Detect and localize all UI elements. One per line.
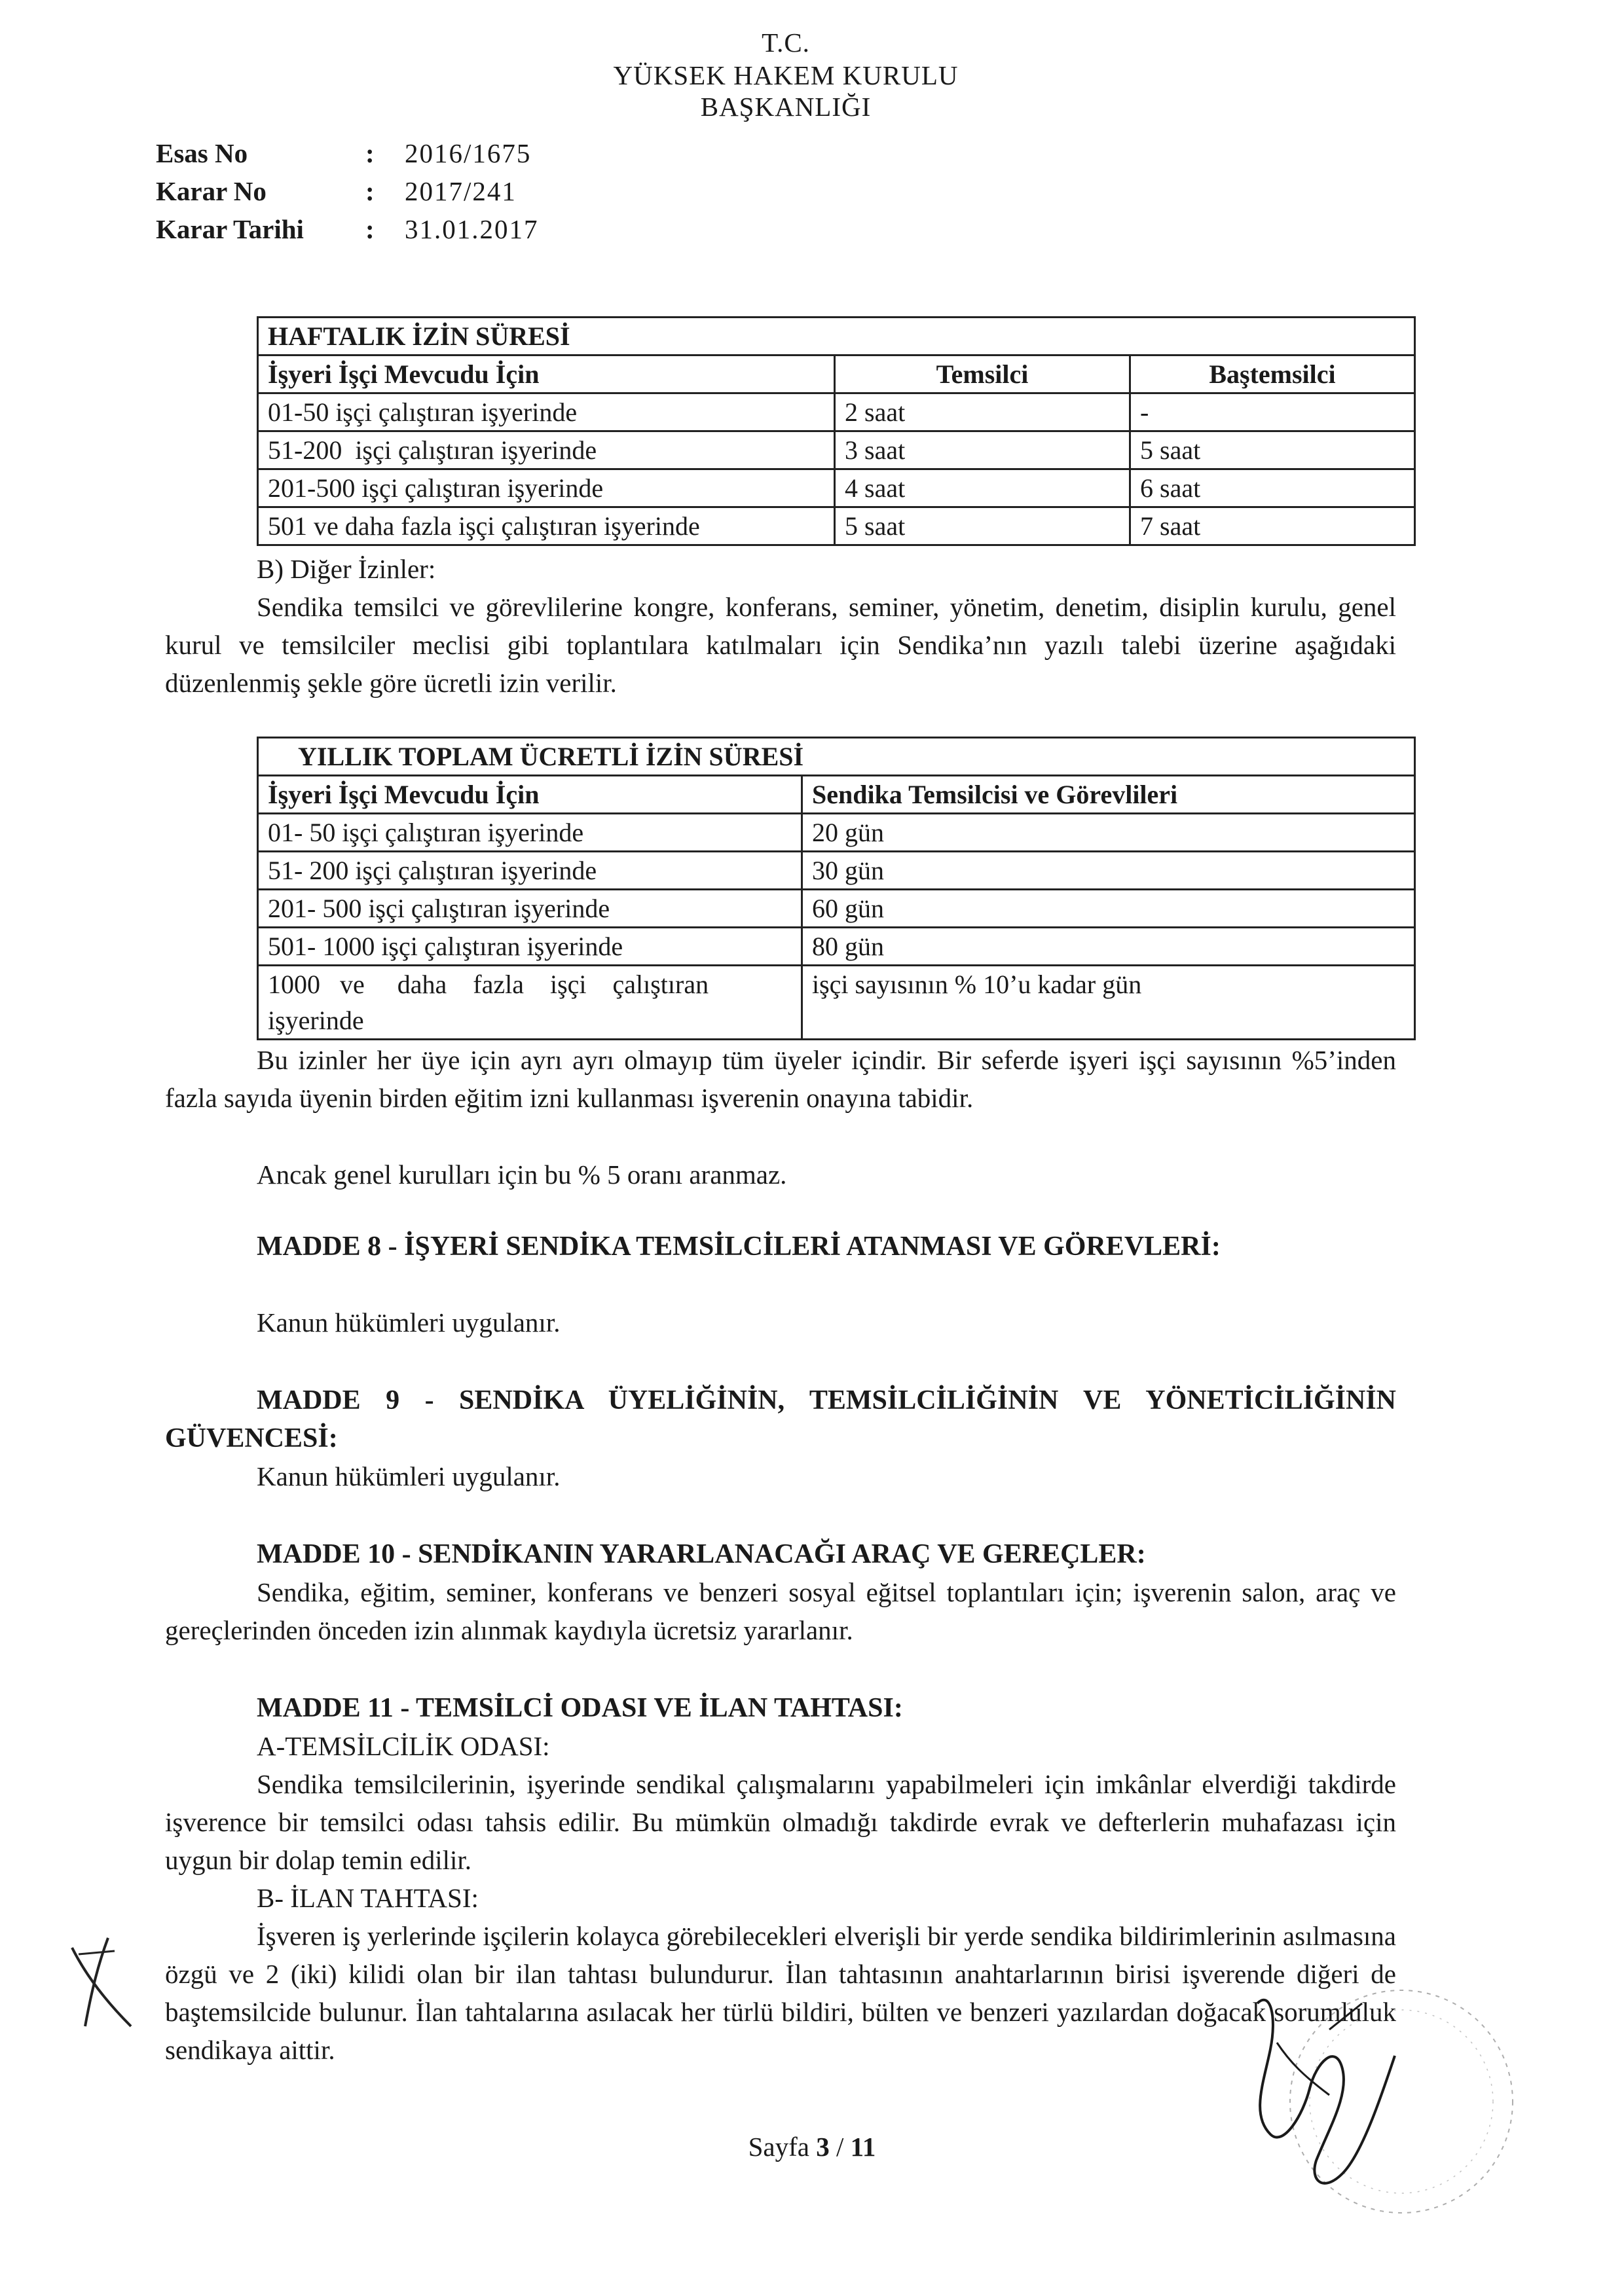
- page-number: Sayfa 3 / 11: [748, 2132, 876, 2162]
- weekly-leave-table: [257, 316, 1416, 546]
- table-row: 51-200 işçi çalıştıran işyerinde 3 saat 5 saat: [258, 431, 1415, 469]
- header-presidency: BAŞKANLIĞI: [700, 92, 872, 122]
- total-pages: 11: [850, 2132, 876, 2162]
- table-title: YILLIK TOPLAM ÜCRETLİ İZİN SÜRESİ: [258, 738, 1415, 776]
- meta-value: 2016/1675: [405, 138, 532, 168]
- table-row: 1000 ve daha fazla işçi çalıştıran işyerinde işçi sayısının % 10’u kadar gün: [258, 966, 1415, 1040]
- meta-value: 2017/241: [405, 176, 517, 206]
- table-header: Baştemsilci: [1130, 355, 1415, 393]
- madde-11-a-heading: A-TEMSİLCİLİK ODASI:: [257, 1731, 550, 1761]
- paragraph-general-assembly: Ancak genel kurulları için bu % 5 oranı aranmaz.: [257, 1159, 787, 1190]
- meta-value: 31.01.2017: [405, 214, 539, 244]
- table-header: Temsilci: [835, 355, 1130, 393]
- header-tc: T.C.: [762, 27, 810, 58]
- table-header: Sendika Temsilcisi ve Görevlileri: [802, 776, 1415, 814]
- table-row: 201- 500 işçi çalıştıran işyerinde 60 gün: [258, 890, 1415, 928]
- table-row: 01- 50 işçi çalıştıran işyerinde 20 gün: [258, 814, 1415, 852]
- section-b-heading: B) Diğer İzinler:: [257, 554, 436, 584]
- madde-11-b-heading: B- İLAN TAHTASI:: [257, 1883, 479, 1913]
- meta-label: Karar No: [156, 176, 267, 206]
- madde-10-title: MADDE 10 - SENDİKANIN YARARLANACAĞI ARAÇ VE GEREÇLER:: [257, 1539, 1146, 1569]
- meta-label: Esas No: [156, 138, 248, 168]
- table-row: 501 ve daha fazla işçi çalıştıran işyerinde 5 saat 7 saat: [258, 507, 1415, 545]
- table-header: İşyeri İşçi Mevcudu İçin: [258, 776, 802, 814]
- madde-8-text: Kanun hükümleri uygulanır.: [257, 1307, 561, 1338]
- signature-stamp: [1231, 1964, 1532, 2278]
- paragraph-leave-notes: Bu izinler her üye için ayrı ayrı olmayıp tüm üyeler içindir. Bir seferde işyeri işçi sayısının %5’inden fazla sayıda üyenin birden eğitim izni kullanması işverenin onayına tabidir.: [165, 1045, 1396, 1113]
- meta-karar-tarihi: Karar Tarihi : 31.01.2017: [156, 210, 539, 248]
- current-page: 3: [816, 2132, 830, 2162]
- madde-9-text: Kanun hükümleri uygulanır.: [257, 1461, 561, 1491]
- annual-paid-leave-table: [257, 737, 1416, 1040]
- table-row: 01-50 işçi çalıştıran işyerinde 2 saat -: [258, 393, 1415, 431]
- meta-esas-no: Esas No : 2016/1675: [156, 134, 531, 172]
- handwritten-check-mark: [59, 1928, 144, 2039]
- table-row: 201-500 işçi çalıştıran işyerinde 4 saat 6 saat: [258, 469, 1415, 507]
- madde-11-b-text: İşveren iş yerlerinde işçilerin kolayca görebilecekleri elverişli bir yerde sendika bildirimlerinin asılmasına özgü ve 2 (iki) kilidi olan bir ilan tahtası bulundurur. İlan tahtasının anahtarlarının birisi işverende diğeri de baştemsilcide bulunur. İlan tahtalarına asılacak her türlü bildiri, bülten ve benzeri yazılardan doğacak sorumluluk sendikaya aittir.: [165, 1921, 1396, 2065]
- madde-11-title: MADDE 11 - TEMSİLCİ ODASI VE İLAN TAHTASI:: [257, 1693, 903, 1723]
- table-row: 51- 200 işçi çalıştıran işyerinde 30 gün: [258, 852, 1415, 890]
- madde-9-title: MADDE 9 - SENDİKA ÜYELİĞİNİN, TEMSİLCİLİĞİNİN VE YÖNETİCİLİĞİNİN GÜVENCESİ:: [165, 1385, 1396, 1453]
- meta-karar-no: Karar No : 2017/241: [156, 172, 517, 210]
- table-title: HAFTALIK İZİN SÜRESİ: [258, 318, 1415, 355]
- madde-8-title: MADDE 8 - İŞYERİ SENDİKA TEMSİLCİLERİ ATANMASI VE GÖREVLERİ:: [257, 1231, 1221, 1262]
- table-header: İşyeri İşçi Mevcudu İçin: [258, 355, 835, 393]
- header-institution: YÜKSEK HAKEM KURULU: [613, 60, 959, 90]
- madde-11-a-text: Sendika temsilcilerinin, işyerinde sendikal çalışmalarını yapabilmeleri için imkânlar elverdiği takdirde işverence bir temsilci odası tahsis edilir. Bu mümkün olmadığı takdirde evrak ve defterlerin muhafazası için uygun bir dolap temin edilir.: [165, 1769, 1396, 1875]
- table-row: 501- 1000 işçi çalıştıran işyerinde 80 gün: [258, 928, 1415, 966]
- madde-10-text: Sendika, eğitim, seminer, konferans ve benzeri sosyal eğitsel toplantıları için; işverenin salon, araç ve gereçlerinden önceden izin alınmak kaydıyla ücretsiz yararlanır.: [165, 1577, 1396, 1645]
- section-b-text: Sendika temsilci ve görevlilerine kongre, konferans, seminer, yönetim, denetim, disiplin kurulu, genel kurul ve temsilciler meclisi gibi toplantılara katılmaları için Sendika’nın yazılı talebi üzerine aşağıdaki düzenlenmiş şekle göre ücretli izin verilir.: [165, 592, 1396, 698]
- meta-label: Karar Tarihi: [156, 214, 304, 244]
